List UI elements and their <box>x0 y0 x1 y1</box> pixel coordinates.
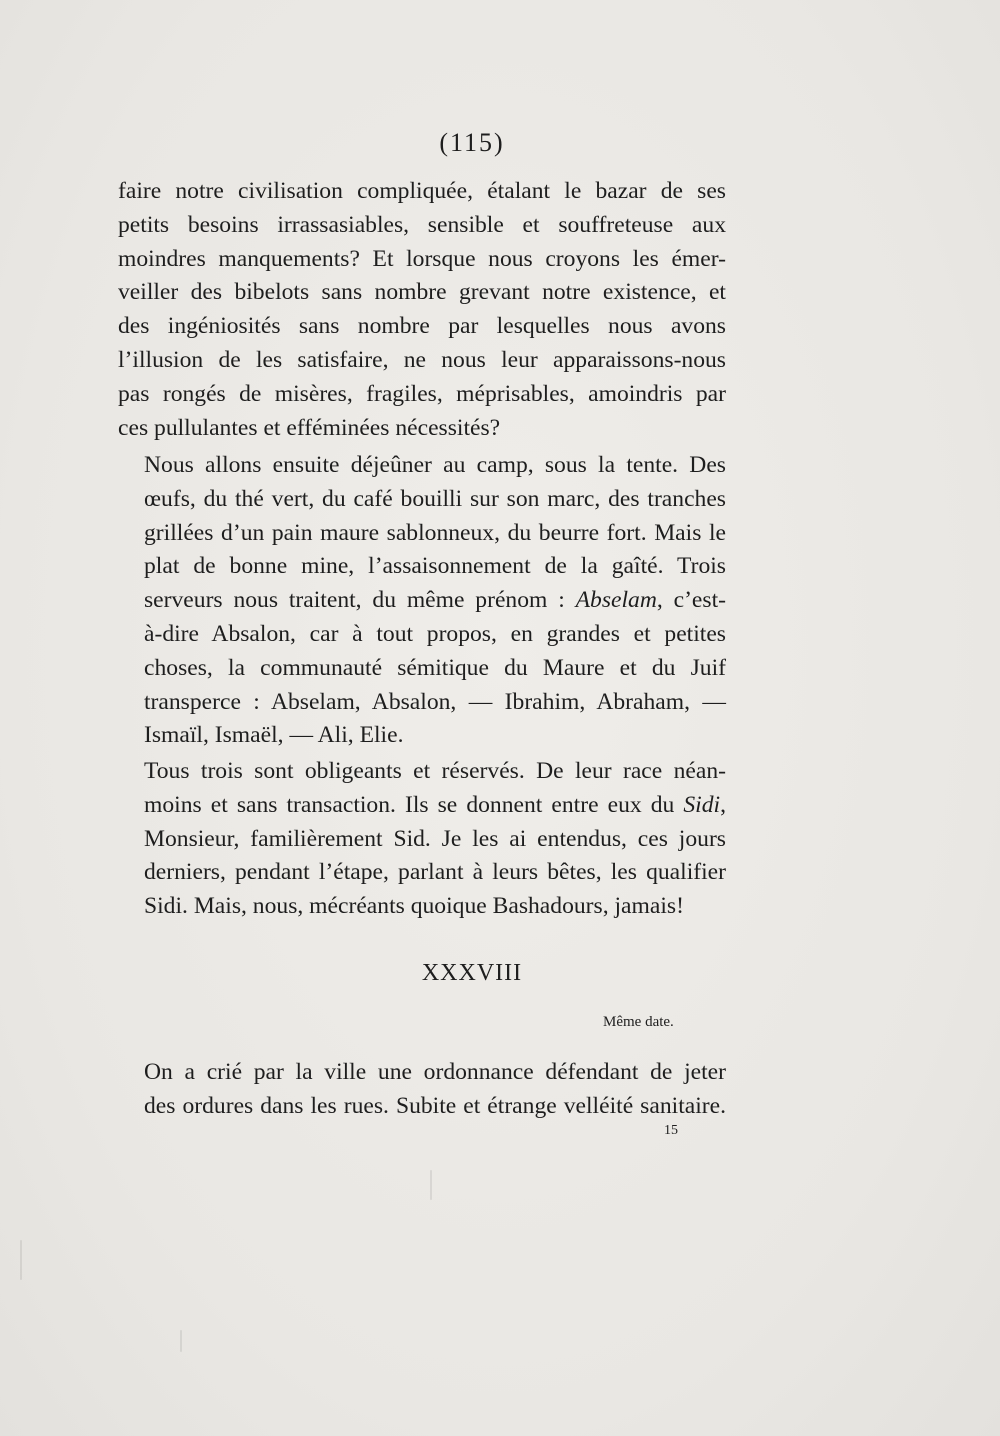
text-line: On a crié par la ville une ordonnance défendant de jeter <box>144 1059 726 1085</box>
italic-word: Sidi <box>683 791 721 818</box>
text-line: Ismaïl, Ismaël, — Ali, Elie. <box>144 722 404 749</box>
text-line: moindres manquements? Et lorsque nous croyons les émer- <box>118 245 726 272</box>
text-segment: , <box>720 791 726 818</box>
text-line: plat de bonne mine, l’assaisonnement de la gaîté. Trois <box>144 553 726 580</box>
text-line: derniers, pendant l’étape, parlant à leurs bêtes, les qualifier <box>144 859 726 886</box>
text-line: Tous trois sont obligeants et réservés. De leur race néan- <box>144 758 726 784</box>
text-line: ces pullulantes et efféminées nécessités? <box>118 414 501 441</box>
text-line: des ingéniosités sans nombre par lesquelles nous avons <box>118 313 726 340</box>
text-line: l’illusion de les satisfaire, ne nous leur apparaissons-nous <box>118 346 726 373</box>
scan-mark <box>20 1240 22 1280</box>
text-line: transperce : Abselam, Absalon, — Ibrahim, Abraham, — <box>144 688 726 715</box>
text-line: des ordures dans les rues. Subite et étrange velléité sanitaire. <box>144 1092 726 1119</box>
text-line: choses, la communauté sémitique du Maure et du Juif <box>144 654 726 681</box>
text-line: veiller des bibelots sans nombre grevant notre existence, et <box>118 279 726 306</box>
paragraph-3 <box>118 755 726 924</box>
text-line: œufs, du thé vert, du café bouilli sur son marc, des tranches <box>144 485 726 512</box>
text-segment: serveurs nous traitent, du même prénom : <box>144 587 576 614</box>
text-line-with-italic <box>118 584 726 618</box>
page-number: (115) <box>439 128 505 157</box>
paragraph-4 <box>118 1056 726 1124</box>
text-line: faire notre civilisation compliquée, étalant le bazar de ses <box>118 178 726 204</box>
text-line: à-dire Absalon, car à tout propos, en grandes et petites <box>144 620 726 647</box>
paragraph-2 <box>118 449 726 753</box>
signature-mark: 15 <box>664 1123 678 1138</box>
paragraph-1 <box>118 175 726 445</box>
text-segment: , c’est- <box>656 587 727 614</box>
section-heading: XXXVIII <box>421 960 523 986</box>
text-line: Monsieur, familièrement Sid. Je les ai entendus, ces jours <box>144 825 726 852</box>
text-line: Sidi. Mais, nous, mécréants quoique Bashadours, jamais! <box>144 893 684 920</box>
text-line: grillées d’un pain maure sablonneux, du beurre fort. Mais le <box>144 519 726 546</box>
text-line: petits besoins irrassasiables, sensible et souffreteuse aux <box>118 211 726 238</box>
text-segment: moins et sans transaction. Ils se donnent entre eux du <box>144 791 684 818</box>
scan-mark <box>430 1170 432 1200</box>
text-line-with-italic <box>118 789 726 823</box>
scan-mark <box>180 1330 182 1352</box>
text-line: pas rongés de misères, fragiles, méprisables, amoindris par <box>118 380 726 407</box>
italic-name: Abselam <box>575 587 657 614</box>
date-note: Même date. <box>603 1014 674 1030</box>
text-line: Nous allons ensuite déjeûner au camp, sous la tente. Des <box>144 452 726 478</box>
